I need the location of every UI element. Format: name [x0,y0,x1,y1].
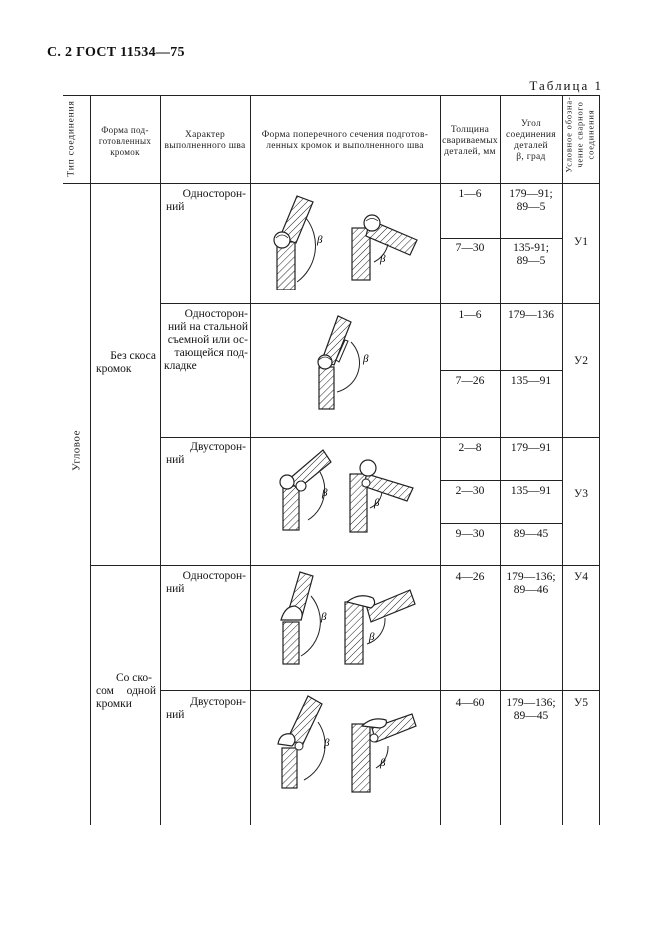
page-header: С. 2 ГОСТ 11534—75 [47,45,185,60]
seam-description: Односторон- ний на стальной съемной или ос- тающейся под- кладке [164,308,248,372]
header-angle: Угол соединения деталей β, град [506,119,556,162]
header-joint-type: Тип соединения [66,100,77,177]
joint-type-value: Угловое [70,430,83,471]
thickness-value: 7—26 [455,375,485,387]
seam-description: Односторон- ний [166,570,246,595]
header-seam-character: Характер выполненного шва [164,130,246,151]
angle-value: 179—136; 89—45 [506,697,556,722]
weld-section-sketch [305,312,395,417]
angle-value: 135-91; 89—5 [513,242,549,267]
thickness-value: 1—6 [458,188,482,200]
angle-value: 179—136 [508,309,554,321]
angle-symbol: β [374,497,380,509]
angle-symbol: β [380,757,386,769]
angle-symbol: β [380,253,386,265]
edge-form-no-bevel: Без скоса кромок [96,350,156,375]
designation-value: У3 [574,488,588,500]
designation-value: У2 [574,355,588,367]
table-caption: Таблица 1 [529,78,603,93]
angle-value: 89—45 [513,528,549,540]
edge-form-one-bevel: Со ско- сом одной кромки [96,672,156,710]
seam-description: Односторон- ний [166,188,246,213]
seam-description: Двусторон- ний [166,441,246,466]
angle-symbol: β [317,234,323,246]
thickness-value: 4—60 [455,697,485,709]
weld-section-sketch [262,190,432,290]
angle-value: 135—91 [510,485,552,497]
angle-symbol: β [321,611,327,623]
angle-value: 179—91 [510,442,552,454]
angle-symbol: β [322,487,328,499]
thickness-value: 2—8 [458,442,482,454]
header-section-form: Форма поперечного сечения подготов- ленных кромок и выполненного шва [261,130,429,151]
designation-value: У1 [574,236,588,248]
angle-value: 179—136; 89—46 [506,571,556,596]
thickness-value: 2—30 [455,485,485,497]
weld-section-sketch [267,570,427,670]
angle-value: 179—91; 89—5 [509,188,553,213]
designation-value: У4 [574,571,588,583]
header-designation: Условное обозна- чение сварного соединения [563,96,596,173]
angle-symbol: β [363,353,369,365]
header-thickness: Толщина свариваемых деталей, мм [442,125,498,157]
weld-section-sketch [268,444,428,534]
angle-value: 135—91 [510,375,552,387]
angle-symbol: β [324,737,330,749]
thickness-value: 9—30 [455,528,485,540]
angle-symbol: β [369,631,375,643]
seam-description: Двусторон- ний [166,696,246,721]
designation-value: У5 [574,697,588,709]
weld-section-sketch [266,694,426,794]
thickness-value: 4—26 [455,571,485,583]
thickness-value: 1—6 [458,309,482,321]
header-edge-form: Форма под- готовленных кромок [98,125,152,157]
thickness-value: 7—30 [455,242,485,254]
